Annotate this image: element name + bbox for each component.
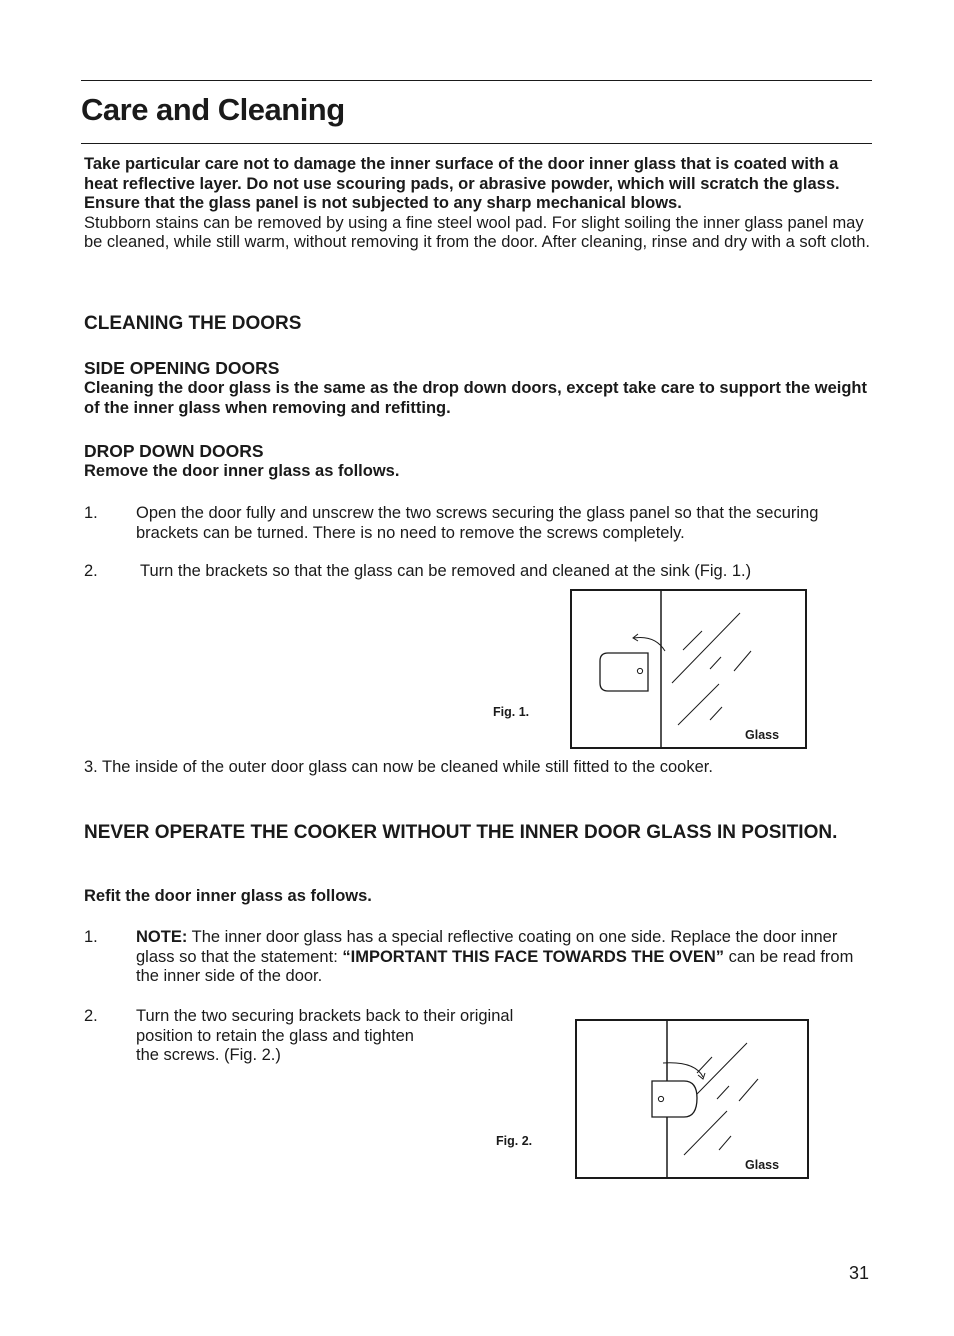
drop-down-intro: Remove the door inner glass as follows. [84,462,400,480]
note-label: NOTE: [136,928,188,946]
removal-step-3: 3. The inside of the outer door glass can now be cleaned while still fitted to the cooker. [84,758,713,776]
drop-down-heading: DROP DOWN DOORS [84,441,264,461]
refit-intro: Refit the door inner glass as follows. [84,887,372,905]
step-number: 1. [84,928,98,946]
fig2-glass-label: Glass [745,1158,780,1172]
fig2-diagram [575,1019,809,1179]
side-opening-heading: SIDE OPENING DOORS [84,358,280,378]
removal-step-2: Turn the brackets so that the glass can be removed and cleaned at the sink (Fig. 1.) [140,562,752,580]
step-number: 1. [84,504,98,522]
cleaning-doors-heading: CLEANING THE DOORS [84,313,302,334]
page-number: 31 [849,1263,870,1283]
step-number: 2. [84,1007,98,1025]
glass-care-warning: Take particular care not to damage the inner surface of the door inner glass that is coated with a heat reflective layer. Do not use scouring pads, or abrasive powder, which will scratch the glass. Ensure that the glass panel is not subjected to any sharp mechanical blows. [84,155,840,212]
never-operate-warning: NEVER OPERATE THE COOKER WITHOUT THE INNER DOOR GLASS IN POSITION. [84,822,838,843]
side-opening-text: Cleaning the door glass is the same as the drop down doors, except take care to support the weight of the inner glass when removing and refitting. [84,379,867,417]
removal-step-1: Open the door fully and unscrew the two screws securing the glass panel so that the securing brackets can be turned. There is no need to remove the screws completely. [136,504,819,542]
intro-body: Stubborn stains can be removed by using a fine steel wool pad. For slight soiling the inner glass panel may be cleaned, while still warm, without removing it from the door. After cleaning, rinse and dry with a soft cloth. [84,213,870,251]
fig1-caption: Fig. 1. [493,705,530,719]
intro-section [84,155,874,253]
fig2-caption: Fig. 2. [496,1134,533,1148]
fig1-diagram [570,589,807,749]
step-number: 2. [84,562,98,580]
refit-step-2: Turn the two securing brackets back to their original position to retain the glass and tighten the screws. (Fig. 2.) [136,1007,514,1064]
page-title: Care and Cleaning [81,92,345,127]
refit-step-1: NOTE: The inner door glass has a special reflective coating on one side. Replace the door inner glass so that the statement: “IMPORTANT THIS FACE TOWARDS THE OVEN” can be read from the inner side of the door. [136,928,854,985]
title-rule [81,143,872,144]
fig1-glass-label: Glass [745,728,780,742]
important-statement: “IMPORTANT THIS FACE TOWARDS THE OVEN” [342,947,725,966]
top-rule [81,80,872,81]
